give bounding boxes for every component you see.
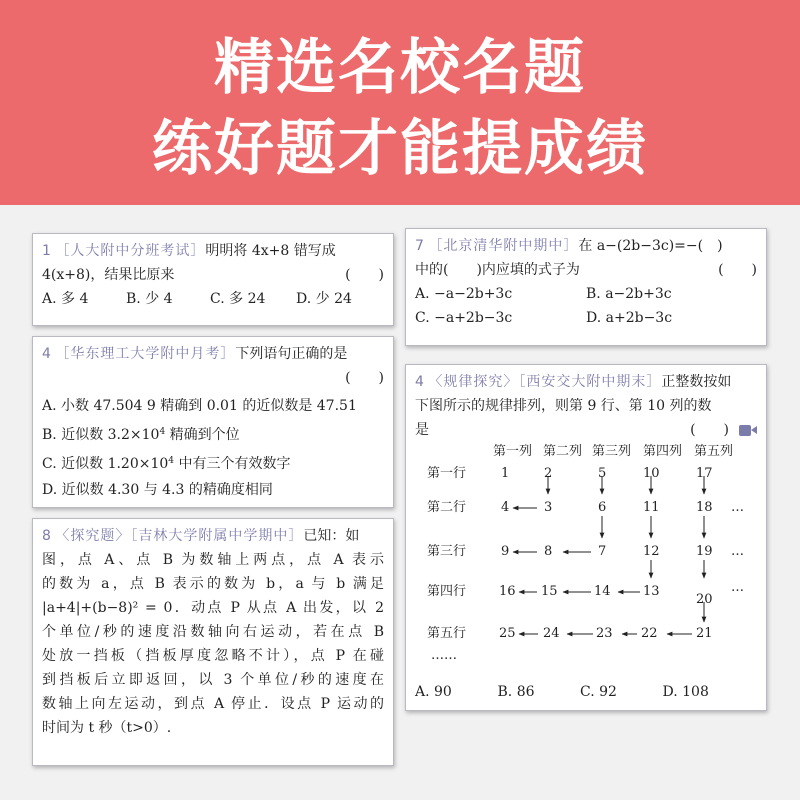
- question-text: 中的( )内应填的式子为: [415, 262, 580, 278]
- question-4b-line3: [415, 418, 757, 442]
- grid-number: 3: [544, 500, 553, 515]
- grid-number: 6: [598, 500, 607, 515]
- question-card-4-right: [405, 364, 767, 711]
- question-4b-options: [415, 680, 745, 704]
- answer-blank: ( ): [345, 370, 384, 386]
- question-source: ［北京清华附中期中］: [428, 238, 579, 254]
- grid-number: 10: [643, 466, 660, 481]
- grid-number: 20: [696, 592, 713, 607]
- question-tag: 〈规律探究〉: [428, 374, 519, 390]
- option-b: B. a−2b+3c: [586, 286, 672, 302]
- option-c: [42, 449, 384, 476]
- question-4b-line1: [415, 370, 757, 394]
- option-d: D. a+2b−3c: [586, 310, 673, 326]
- question-7-line2: [415, 258, 757, 282]
- question-text-line: 处放一挡板（挡板厚度忽略不计），点 P 在碰: [42, 648, 384, 664]
- question-1-line1: [42, 239, 384, 263]
- column-header-1: 第一列: [493, 444, 533, 459]
- question-source: ［吉林大学附属中学期中］: [130, 528, 304, 544]
- header-banner: [0, 0, 800, 205]
- grid-number: 21: [696, 626, 713, 641]
- question-card-8: [32, 518, 394, 766]
- question-text-line: 的数为 a，点 B 表示的数为 b，a 与 b 满足: [42, 576, 384, 592]
- option-b: B. 86: [497, 684, 535, 700]
- row-ellipsis: ……: [431, 648, 457, 663]
- grid-number: 19: [696, 544, 713, 559]
- option-b-suffix: 精确到个位: [165, 427, 240, 443]
- option-c: C. 92: [580, 684, 617, 700]
- question-7-line1: [415, 234, 757, 258]
- question-text: 已知：如: [303, 528, 360, 544]
- banner-title-line2: 练好题才能提成绩: [152, 114, 648, 184]
- option-c: C. 多 24: [210, 291, 266, 307]
- question-card-1: [32, 233, 394, 326]
- banner-title-line1: 精选名校名题: [214, 33, 586, 103]
- option-c: C. −a+2b−3c: [415, 310, 513, 326]
- column-header-4: 第四列: [643, 444, 683, 459]
- grid-number: 14: [594, 584, 611, 599]
- question-number: 7: [415, 238, 424, 254]
- row-3-ellipsis: …: [731, 544, 744, 559]
- question-4-paren-line: [42, 366, 384, 390]
- option-b: [42, 420, 384, 447]
- column-header-3: 第三列: [592, 444, 632, 459]
- option-a: A. 小数 47.504 9 精确到 0.01 的近似数是 47.51: [42, 398, 357, 414]
- grid-number: 4: [501, 500, 510, 515]
- question-tag: 〈探究题〉: [55, 528, 131, 544]
- grid-number: 5: [598, 466, 607, 481]
- question-number: 8: [42, 528, 51, 544]
- option-d: D. 少 24: [296, 291, 352, 307]
- question-text-line: 数轴上向左运动，到点 A 停止．设点 P 运动的: [42, 696, 384, 712]
- question-8-line1: [42, 524, 384, 548]
- question-text: 是: [415, 422, 429, 438]
- option-c-suffix: 中有三个有效数字: [174, 456, 291, 472]
- grid-number: 24: [543, 626, 560, 641]
- row-header-1: 第一行: [427, 466, 467, 481]
- option-a: A. 多 4: [42, 291, 89, 307]
- column-header-5: 第五列: [694, 444, 734, 459]
- grid-number: 1: [501, 466, 510, 481]
- question-source: ［华东理工大学附中月考］: [55, 346, 236, 362]
- grid-number: 13: [643, 584, 660, 599]
- option-a: A. −a−2b+3c: [415, 286, 513, 302]
- grid-number: 15: [541, 584, 558, 599]
- question-text-line: 时间为 t 秒（t>0）.: [42, 720, 172, 736]
- question-number: 4: [42, 346, 51, 362]
- grid-number: 18: [696, 500, 713, 515]
- row-4-ellipsis: …: [731, 580, 744, 595]
- grid-number: 7: [598, 544, 607, 559]
- grid-number: 16: [499, 584, 516, 599]
- question-text-line: 个单位/秒的速度沿数轴向右运动，若在点 B: [42, 624, 384, 640]
- question-source: ［西安交大附中期末］: [518, 374, 662, 390]
- question-1-options: [42, 287, 384, 311]
- option-d: D. 108: [662, 684, 709, 700]
- answer-blank: ( ): [718, 262, 757, 278]
- question-source: ［人大附中分班考试］: [55, 243, 206, 259]
- question-4-line1: [42, 342, 384, 366]
- column-header-2: 第二列: [543, 444, 583, 459]
- question-7-options: [415, 282, 757, 330]
- option-d: D. 近似数 4.30 与 4.3 的精确度相同: [42, 482, 273, 498]
- question-text-line: 图，点 A、点 B 为数轴上两点，点 A 表示: [42, 552, 384, 568]
- question-text: 正整数按如: [661, 374, 732, 390]
- question-text-line: 到挡板后立即返回，以 3 个单位/秒的速度在: [42, 672, 384, 688]
- option-a: A. 90: [415, 684, 452, 700]
- row-header-3: 第三行: [427, 544, 467, 559]
- question-1-line2: [42, 263, 384, 287]
- grid-number: 2: [544, 466, 553, 481]
- option-c-exponent: 4: [168, 456, 175, 466]
- row-header-4: 第四行: [427, 584, 467, 599]
- answer-blank: ( ): [345, 267, 384, 283]
- question-text-line: |a+4|+(b−8)² = 0．动点 P 从点 A 出发，以 2: [42, 600, 384, 616]
- grid-number: 9: [501, 544, 510, 559]
- question-text: 在 a−(2b−3c)=−( ): [578, 238, 723, 254]
- question-text: 明明将 4x+8 错写成: [205, 243, 336, 259]
- grid-number: 8: [544, 544, 553, 559]
- question-text: 下列语句正确的是: [235, 346, 348, 362]
- video-camera-icon[interactable]: [739, 424, 757, 437]
- grid-number: 11: [643, 500, 660, 515]
- grid-number: 17: [696, 466, 713, 481]
- grid-number: 12: [643, 544, 660, 559]
- option-c-text: C. 近似数 1.20×10: [42, 456, 169, 472]
- number-pattern-grid: [415, 444, 757, 666]
- grid-number: 25: [499, 626, 516, 641]
- grid-number: 22: [641, 626, 658, 641]
- option-b: B. 少 4: [126, 291, 173, 307]
- option-b-exponent: 4: [159, 427, 166, 437]
- row-header-2: 第二行: [427, 500, 467, 515]
- question-card-4-left: [32, 336, 394, 508]
- row-2-ellipsis: …: [731, 500, 744, 515]
- row-header-5: 第五行: [427, 626, 467, 641]
- question-text: 下图所示的规律排列，则第 9 行、第 10 列的数: [415, 398, 712, 414]
- question-number: 1: [42, 243, 51, 259]
- option-b-text: B. 近似数 3.2×10: [42, 427, 160, 443]
- question-card-7: [405, 228, 767, 346]
- answer-blank: ( ): [690, 422, 729, 438]
- question-text: 4(x+8)，结果比原来: [42, 267, 175, 283]
- question-number: 4: [415, 374, 424, 390]
- grid-number: 23: [596, 626, 613, 641]
